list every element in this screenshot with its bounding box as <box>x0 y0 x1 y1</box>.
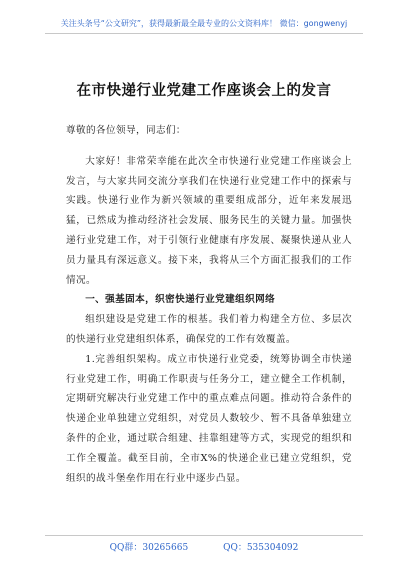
document-body <box>66 121 352 488</box>
paragraph-section-1-2: 1.完善组织架构。成立市快递行业党委，统筹协调全市快递行业党建工作，明确工作职责与任务分工，建立健全工作机制，定期研究解决行业党建工作中的重点难点问题。推动符合条件的快递企业单独建立党组织，对党员人数较少、暂不具备单独建立条件的企业，通过联合组建、挂靠组建等方式，实现党的组织和工作全覆盖。截至目前，全市X%的快递企业已建立党组织，党组织的战斗堡垒作用在行业中逐步凸显。 <box>66 353 352 484</box>
footer-qq: QQ：535304092 <box>223 543 299 553</box>
section-heading-1: 一、强基固本，织密快递行业党建组织网络 <box>85 294 276 306</box>
header-divider <box>45 33 363 34</box>
footer-qq-group: QQ群：30265665 <box>109 543 189 553</box>
paragraph-section-1-1: 组织建设是党建工作的根基。我们着力构建全方位、多层次的快递行业党建组织体系，确保党的工作有效覆盖。 <box>66 314 352 345</box>
header-banner: 关注头条号“公文研究”，获得最新最全最专业的公文资料库！ 微信：gongwenyj <box>60 19 348 28</box>
footer-divider <box>45 535 363 536</box>
document-title: 在市快递行业党建工作座谈会上的发言 <box>76 83 332 99</box>
footer-contact <box>0 540 408 553</box>
greeting: 尊敬的各位领导，同志们： <box>66 125 186 136</box>
paragraph-intro: 大家好！非常荣幸能在此次全市快递行业党建工作座谈会上发言，与大家共同交流分享我们在快递行业党建工作中的探索与实践。快递行业作为新兴领域的重要组成部分，近年来发展迅猛，已然成为推动经济社会发展、服务民生的关键力量。加强快递行业党建工作，对于引领行业健康有序发展、凝聚快递从业人员力量具有深远意义。接下来，我将从三个方面汇报我们的工作情况。 <box>66 155 352 286</box>
